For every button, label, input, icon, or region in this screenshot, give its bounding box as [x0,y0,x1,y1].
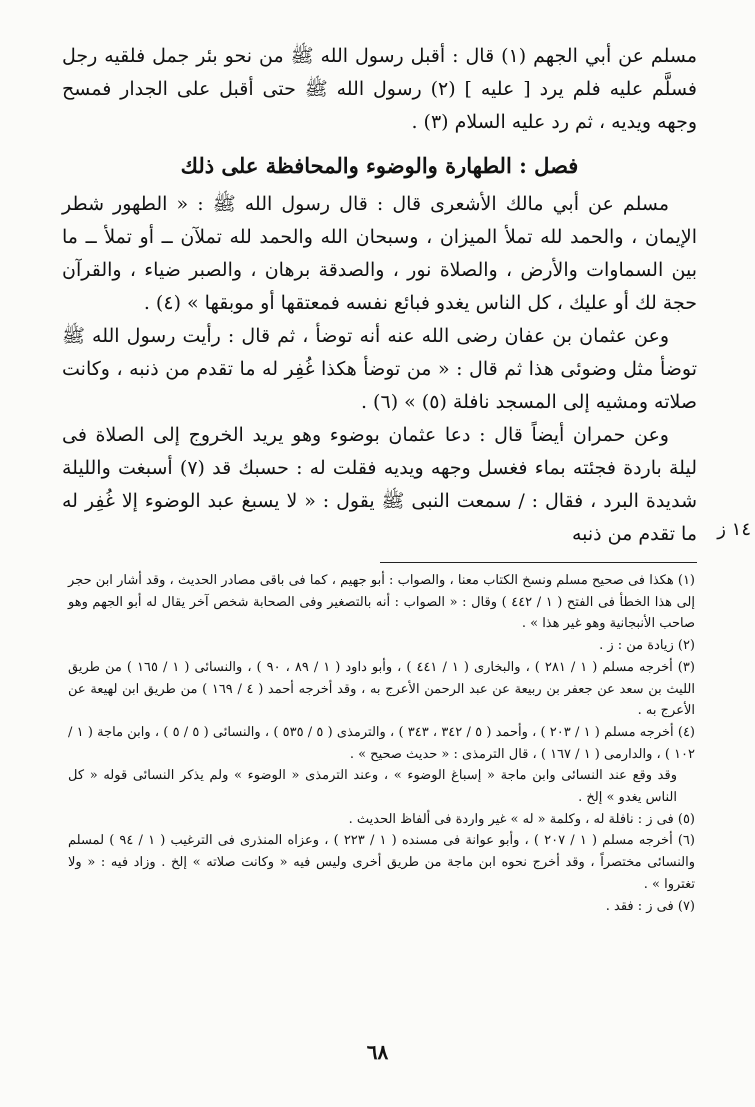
footnote-1: (١) هكذا فى صحيح مسلم ونسخ الكتاب معنا ، والصواب : أبو جهيم ، كما فى باقى مصادر الحديث ، وقد أشار ابن حجر إلى هذا الخطأ فى الفتح ( ١ / ٤٤٢ ) وقال : « الصواب : أنه بالتصغير وفى الصحابة شخص آخر يقال له أبو الجهم وهو صاحب الأنبجانية وهو غير هذا » . [68,573,695,632]
paragraph-uthman: وعن عثمان بن عفان رضى الله عنه أنه توضأ ، ثم قال : رأيت رسول الله ﷺ توضأ مثل وضوئى هذا ثم قال : « من توضأ هكذا غُفِر له ما تقدم من ذنبه ، وكانت صلاته ومشيه إلى المسجد نافلة (٥) » (٦) . [62,325,697,413]
footnote-divider [380,562,697,563]
section-title: فصل : الطهارة والوضوء والمحافظة على ذلك [180,153,579,178]
footnote-2: (٢) زيادة من : ز . [599,638,695,654]
footnote-4: (٤) أخرجه مسلم ( ١ / ٢٠٣ ) ، وأحمد ( ٥ / ٣٤٢ ، ٣٤٣ ) ، والترمذى ( ٥ / ٥٣٥ ) ، والنسائى ( ٥ / ٥ ) ، وابن ماجة ( ١ / ١٠٢ ) ، والدارمى ( ١ / ١٦٧ ) ، قال الترمذى : « حديث صحيح » . [68,724,695,762]
paragraph-hadith-abu-jahm: مسلم عن أبي الجهم (١) قال : أقبل رسول الله ﷺ من نحو بئر جمل فلقيه رجل فسلَّم عليه فلم يرد [ عليه ] (٢) رسول الله ﷺ حتى أقبل على الجدار فمسح وجهه ويديه ، ثم رد عليه السلام (٣) . [62,45,698,133]
manuscript-margin-note: ١٤ ز [717,519,751,540]
paragraph-humran: وعن حمران أيضاً قال : دعا عثمان بوضوء وهو يريد الخروج إلى الصلاة فى ليلة باردة فجئته بماء فغسل وجهه ويديه فقلت له : حسبك قد (٧) أسبغت والليلة شديدة البرد ، فقال : / سمعت النبى ﷺ يقول : « لا يسبغ عبد الوضوء إلا غُفِر له ما تقدم من ذنبه [62,424,697,545]
page-number: ٦٨ [366,1040,389,1064]
footnotes [68,570,695,917]
footnote-3: (٣) أخرجه مسلم ( ١ / ٢٨١ ) ، والبخارى ( ١ / ٤٤١ ) ، وأبو داود ( ١ / ٨٩ ، ٩٠ ) ، والنسائى ( ١ / ١٦٥ ) من طريق الليث بن سعد عن جعفر بن ربيعة عن عبد الرحمن الأعرج به ، وقد أخرجه أحمد ( ٤ / ١٦٩ ) من طريق ابن لهيعة عن الأعرج به . [68,659,695,719]
paragraph-abu-malik: مسلم عن أبي مالك الأشعرى قال : قال رسول الله ﷺ : « الطهور شطر الإيمان ، والحمد لله تملأ الميزان ، وسبحان الله والحمد لله تملآن ــ أو تملأ ــ ما بين السماوات والأرض ، والصلاة نور ، والصدقة برهان ، والصبر ضياء ، والقرآن حجة لك أو عليك ، كل الناس يغدو فبائع نفسه فمعتقها أو موبقها » (٤) . [62,193,697,314]
footnote-6: (٦) أخرجه مسلم ( ١ / ٢٠٧ ) ، وأبو عوانة فى مسنده ( ١ / ٢٢٣ ) ، وعزاه المنذرى فى الترغيب ( ١ / ٩٤ ) لمسلم والنسائى مختصراً ، وقد أخرج نحوه ابن ماجة من طريق أخرى وليس فيه « وكانت صلاته » إلخ . وزاد فيه : « ولا تغتروا » . [68,833,695,892]
footnote-7: (٧) فى ز : فقد . [605,898,695,914]
footnote-5: (٥) فى ز : نافلة له ، وكلمة « له » غير واردة فى ألفاظ الحديث . [348,811,695,827]
footnote-4-continuation: وقد وقع عند النسائى وابن ماجة « إسباغ الوضوء » ، وعند الترمذى « الوضوء » ولم يذكر النسائى قوله « كل الناس يغدو » إلخ . [68,768,677,806]
main-text [62,40,697,551]
